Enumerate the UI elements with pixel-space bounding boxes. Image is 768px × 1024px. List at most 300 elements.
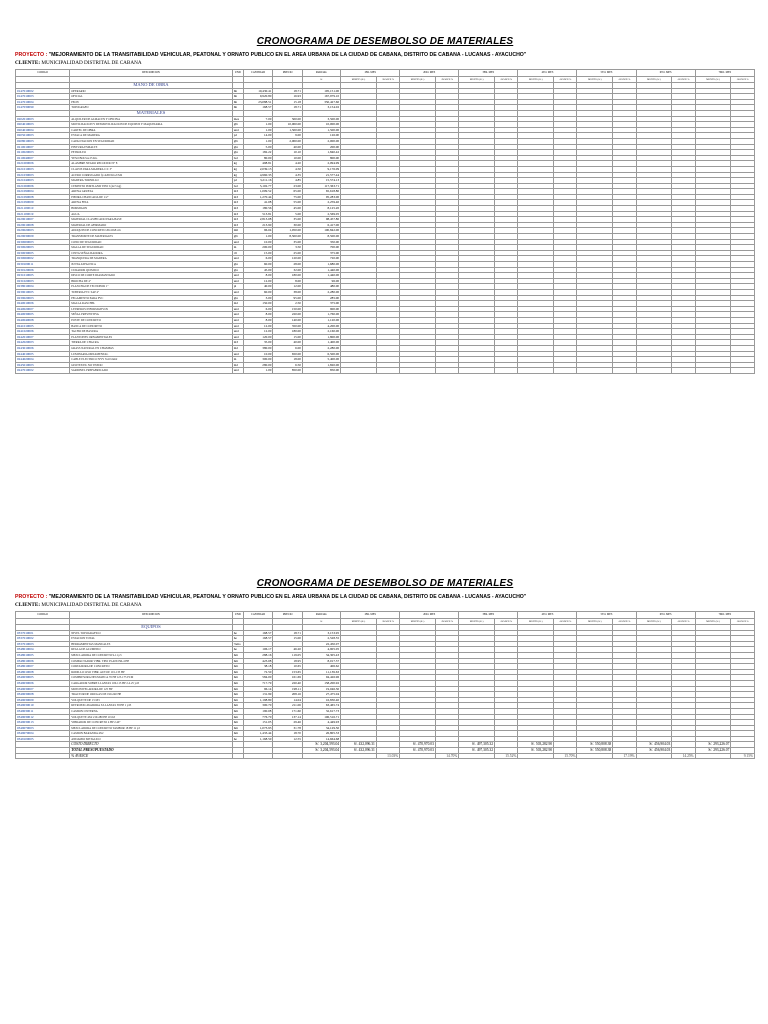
item-partial: 195,151.00 [302, 88, 340, 94]
item-description: OFICIAL [70, 94, 233, 100]
item-unit: bol [232, 183, 243, 189]
item-price: 18.00 [273, 357, 303, 363]
item-code: 0241010005 [16, 323, 70, 329]
item-quantity: 2,813.08 [243, 217, 273, 223]
item-code: 0240030005 [16, 312, 70, 318]
item-code: 0231020003 [16, 278, 70, 284]
item-price: 500.00 [273, 116, 303, 122]
item-price: 25.00 [273, 250, 303, 256]
item-description: MADERA TORNILLO [70, 178, 233, 184]
item-partial: 9,176.09 [302, 166, 340, 172]
item-code: 0243010006 [16, 345, 70, 351]
item-price: 46.20 [273, 647, 303, 653]
item-code: 0221090004 [16, 189, 70, 195]
item-price: 32.00 [273, 267, 303, 273]
item-price: 8,500.00 [273, 234, 303, 240]
item-unit: p2 [232, 178, 243, 184]
item-unit: und [232, 256, 243, 262]
item-description: ARENA FINA [70, 200, 233, 206]
item-unit: und [232, 306, 243, 312]
header-month: 1ER. MES [341, 70, 400, 77]
month-total-amount: S/. 503,282.90 [518, 742, 554, 748]
item-quantity: 213.90 [243, 222, 273, 228]
item-price: 16.93 [273, 94, 303, 100]
item-description: MATERIAL CLASIFICADO PARA BASE [70, 217, 233, 223]
item-description: DISCO DE CORTE DIAMANTADO [70, 273, 233, 279]
item-code: 0221100019 [16, 211, 70, 217]
item-quantity: 584.00 [243, 675, 273, 681]
header-codigo: CODIGO [16, 612, 70, 619]
header-parcial: PARCIAL [302, 70, 340, 77]
item-partial: 850.00 [302, 368, 340, 374]
item-quantity: 300.70 [243, 703, 273, 709]
month-total-amount: S/. 497,305.32 [459, 742, 495, 748]
header-avance: AVANCE % [672, 77, 695, 83]
item-code: 0348010008 [16, 669, 70, 675]
item-code: 0242010007 [16, 334, 70, 340]
item-unit: hm [232, 720, 243, 726]
header-month: 5TO. MES [577, 70, 636, 77]
item-quantity: 190.08 [243, 708, 273, 714]
item-code: 0348010005 [16, 652, 70, 658]
blank [636, 753, 672, 759]
item-unit: und [232, 312, 243, 318]
item-price: 650.00 [273, 351, 303, 357]
month-total-amount: S/. 456,904.03 [636, 742, 672, 748]
item-quantity: 131.99 [243, 692, 273, 698]
item-partial: 406.62 [302, 664, 340, 670]
item-unit: kg [232, 172, 243, 178]
item-price: 3.50 [273, 245, 303, 251]
item-quantity: 168.57 [243, 105, 273, 111]
item-unit: %mo [232, 641, 243, 647]
blank [273, 753, 303, 759]
item-unit: m3 [232, 340, 243, 346]
item-partial: 1,680.00 [302, 262, 340, 268]
item-unit: und [232, 273, 243, 279]
item-partial: 10,000.00 [302, 122, 340, 128]
item-price: 180.00 [273, 273, 303, 279]
item-description: TOPOGRAFO [70, 105, 233, 111]
item-unit: hm [232, 686, 243, 692]
item-code: 0348010006 [16, 658, 70, 664]
item-code: 0202010003 [16, 116, 70, 122]
item-price: 4.85 [273, 178, 303, 184]
item-code: 0205010003 [16, 133, 70, 139]
item-code: 0349030006 [16, 680, 70, 686]
item-quantity: 280.00 [243, 362, 273, 368]
project-name: "MEJORAMIENTO DE LA TRANSITABILIDAD VEHICULAR, PEATONAL Y ORNATO PUBLICO EN EL AREA URBANA DE LA CIUDAD DE CABANA, DISTRITO DE CABANA - LUCANAS - AYACUCHO" [48, 52, 527, 58]
item-description: CONO DE SEGURIDAD [70, 239, 233, 245]
item-partial: 95,283.00 [302, 194, 340, 200]
item-partial: 375.00 [302, 250, 340, 256]
item-code: 0230060002 [16, 256, 70, 262]
month-total-amount: S/. 293,226.07 [695, 748, 731, 754]
item-quantity: 120.00 [243, 334, 273, 340]
item-quantity: 3.00 [243, 295, 273, 301]
item-code: 0230000003 [16, 239, 70, 245]
client-label: CLIENTE: [15, 60, 41, 66]
item-code: 0147030090 [16, 105, 70, 111]
item-price: 15.18 [273, 99, 303, 105]
item-unit: hm [232, 714, 243, 720]
section-label: MATERIALES [70, 110, 233, 116]
item-partial: 19,046.30 [302, 686, 340, 692]
item-partial: 350,427.60 [302, 99, 340, 105]
item-description: VOLQUETE 4X2 210-280 HP 10 m3 [70, 714, 233, 720]
header-avance: AVANCE % [672, 619, 695, 625]
item-description: TIERRA DE CHACRA [70, 340, 233, 346]
item-description: LUMINARIA ORNAMENTAL [70, 351, 233, 357]
item-description: SARDINEL PREFABRICADO [70, 368, 233, 374]
header-codigo: CODIGO [16, 70, 70, 77]
item-price: 40.00 [273, 144, 303, 150]
item-unit: hh [232, 105, 243, 111]
item-unit: und [232, 289, 243, 295]
item-price: 120.00 [273, 256, 303, 262]
header-monto: MONTO (S/.) [636, 77, 672, 83]
item-code: 0229020003 [16, 228, 70, 234]
header-month: 7MO. MES [695, 70, 754, 77]
item-partial: 2,280.00 [302, 289, 340, 295]
item-quantity: 40.00 [243, 284, 273, 290]
item-unit: und [232, 323, 243, 329]
item-quantity: 4,960.33 [243, 172, 273, 178]
item-unit: he [232, 736, 243, 742]
header-month: 4TO. MES [518, 612, 577, 619]
item-unit: gln [232, 295, 243, 301]
item-partial: 1,840.42 [302, 150, 340, 156]
item-unit: m3 [232, 200, 243, 206]
header-avance: AVANCE % [376, 77, 399, 83]
item-quantity: 45.00 [243, 267, 273, 273]
blank [577, 753, 613, 759]
item-description: BANCA DE CONCRETO [70, 323, 233, 329]
client-line [15, 602, 755, 608]
item-unit: m3 [232, 222, 243, 228]
item-description: CAPACITACION EN SEGURIDAD [70, 138, 233, 144]
item-partial: 6,417.00 [302, 222, 340, 228]
item-description: BROCHA DE 4" [70, 278, 233, 284]
item-description: CEMENTO PORTLAND TIPO I (42.5 kg) [70, 183, 233, 189]
month-percent [672, 368, 695, 374]
month-percent [731, 368, 755, 374]
item-unit: pl [232, 284, 243, 290]
item-quantity: 35.00 [243, 340, 273, 346]
item-price: 23.00 [273, 183, 303, 189]
header-monto: MONTO (S/.) [518, 619, 554, 625]
item-price: 119.05 [273, 652, 303, 658]
item-unit: hm [232, 669, 243, 675]
item-description: PEON [70, 99, 233, 105]
item-quantity: 10,430.41 [243, 88, 273, 94]
item-quantity: 8.00 [243, 317, 273, 323]
item-unit: und [232, 329, 243, 335]
item-description: MOVILIZACION Y DESMOVILIZACION DE EQUIPOS Y MAQUINARIA [70, 122, 233, 128]
item-description: CARTEL DE OBRA [70, 127, 233, 133]
item-price: 10.10 [273, 150, 303, 156]
item-price: 9.00 [273, 133, 303, 139]
item-price: 10.65 [273, 664, 303, 670]
header-month: 6TO. MES [636, 612, 695, 619]
item-quantity: 2,039.13 [243, 166, 273, 172]
item-description: LETREROS INFORMATIVOS [70, 306, 233, 312]
item-unit: kg [232, 166, 243, 172]
month-total-amount: S/. 432,096.31 [341, 748, 377, 754]
item-price: 208.16 [273, 692, 303, 698]
item-unit: m [232, 245, 243, 251]
item-description: OPERARIO [70, 88, 233, 94]
item-unit: hm [232, 675, 243, 681]
item-unit: mil [232, 228, 243, 234]
item-description: CAMION BARANDA 4X2 [70, 731, 233, 737]
item-description: ALQUILER DE ALMACEN Y OFICINA [70, 116, 233, 122]
header-und: UND [232, 612, 243, 619]
item-description: JUNTA ASFALTICA [70, 262, 233, 268]
item-code: 0221000006 [16, 161, 70, 167]
month-total-amount: S/. 550,808.38 [577, 748, 613, 754]
item-unit: hm [232, 664, 243, 670]
item-code: 0210040007 [16, 155, 70, 161]
item-partial: 3,154.02 [302, 105, 340, 111]
item-price: 10,000.00 [273, 122, 303, 128]
month-amount [341, 368, 377, 374]
item-unit: m3 [232, 206, 243, 212]
item-code: 0204010003 [16, 122, 70, 128]
header-row [16, 70, 755, 77]
item-price: 18.71 [273, 88, 303, 94]
item-quantity: 96.14 [243, 686, 273, 692]
item-price: 30.00 [273, 222, 303, 228]
item-unit: hh [232, 94, 243, 100]
month-percent [554, 368, 577, 374]
item-partial: 6,500.00 [302, 351, 340, 357]
item-price: 38.00 [273, 289, 303, 295]
item-description: HORMIGON [70, 206, 233, 212]
item-price: 8.00 [273, 278, 303, 284]
item-partial: 900.00 [302, 306, 340, 312]
item-description: RODILLO LISO VIBR. AUTOP. 101-135 HP [70, 669, 233, 675]
header-precio: PRECIO [273, 612, 303, 619]
item-code: 0221040003 [16, 178, 70, 184]
item-code: 0221090008 [16, 194, 70, 200]
item-unit: m2 [232, 362, 243, 368]
section-label: EQUIPOS [70, 625, 233, 631]
item-unit: mes [232, 116, 243, 122]
blank [400, 753, 436, 759]
item-quantity: 80.00 [243, 155, 273, 161]
item-description: YESO BOLSA 25 KG [70, 155, 233, 161]
item-description: CLAVOS PARA MADERA C/C 3" [70, 166, 233, 172]
item-description: GRASS NATURAL EN CHAMPAS [70, 345, 233, 351]
item-description: PLANTONES ORNAMENTALES [70, 334, 233, 340]
item-partial: 100,842.00 [302, 228, 340, 234]
item-code: 0229010008 [16, 222, 70, 228]
item-quantity: 168.57 [243, 630, 273, 636]
blank [459, 753, 495, 759]
item-unit: gln [232, 150, 243, 156]
project-line [15, 52, 755, 58]
item-description: MALLA DE SEGURIDAD [70, 245, 233, 251]
item-unit: kg [232, 161, 243, 167]
header-cantidad: CANTIDAD [243, 70, 273, 77]
item-quantity: 6.00 [243, 256, 273, 262]
item-description: ADOQUIN DE CONCRETO 20x10x8 cm [70, 228, 233, 234]
item-code: 0147010002 [16, 88, 70, 94]
item-quantity: 60.00 [243, 289, 273, 295]
item-price: 211.06 [273, 703, 303, 709]
item-partial: 720.00 [302, 256, 340, 262]
item-price: 31.78 [273, 725, 303, 731]
item-price: 15.00 [273, 334, 303, 340]
project-line [15, 594, 755, 600]
item-price: 35.00 [273, 217, 303, 223]
blank [232, 753, 243, 759]
item-code: 0349070004 [16, 731, 70, 737]
item-description: CORTADORA DE CONCRETO [70, 664, 233, 670]
item-price: 140.00 [273, 317, 303, 323]
item-price: 171.60 [273, 708, 303, 714]
header-monto: MONTO (S/.) [400, 619, 436, 625]
item-partial: 27,475.04 [302, 692, 340, 698]
item-quantity: 1.00 [243, 234, 273, 240]
item-quantity: 1,198.80 [243, 697, 273, 703]
item-unit: hm [232, 680, 243, 686]
item-unit: und [232, 278, 243, 284]
month-total-amount: S/. 470,970.03 [400, 748, 436, 754]
item-unit: m3 [232, 194, 243, 200]
item-quantity: 1,168.50 [243, 736, 273, 742]
item-quantity: 72.50 [243, 669, 273, 675]
sheet-title: CRONOGRAMA DE DESEMBOLSO DE MATERIALES [256, 36, 514, 47]
avance-row [16, 753, 755, 759]
item-description: ANDAMIO METALICO [70, 736, 233, 742]
item-quantity: 8.00 [243, 273, 273, 279]
month-amount [400, 368, 436, 374]
item-code: 0229010007 [16, 217, 70, 223]
item-code: 0348010004 [16, 647, 70, 653]
item-code: 0244010005 [16, 351, 70, 357]
item-description: MATERIAL DE AFIRMADO [70, 222, 233, 228]
header-avance: AVANCE % [495, 77, 518, 83]
header-month: 3ER. MES [459, 612, 518, 619]
item-partial: 2,280.00 [302, 345, 340, 351]
item-description: PLANCHA DE TECNOPOR 1" [70, 284, 233, 290]
item-code: 0349030008 [16, 692, 70, 698]
section-label: MANO DE OBRA [70, 83, 233, 89]
item-description: PIEDRA CHANCADA DE 1/2" [70, 194, 233, 200]
header-monto: MONTO (S/.) [518, 77, 554, 83]
item-quantity: 513.81 [243, 211, 273, 217]
item-code: 0221060006 [16, 183, 70, 189]
item-price: 153.65 [273, 669, 303, 675]
item-partial: 21,577.44 [302, 172, 340, 178]
schedule-table [15, 69, 755, 374]
item-partial: 375.00 [302, 301, 340, 307]
item-price: 12.55 [273, 736, 303, 742]
item-partial: 16,830.40 [302, 697, 340, 703]
month-avance-percent: 13.03% [376, 753, 399, 759]
month-total-amount: S/. 550,808.38 [577, 742, 613, 748]
item-price: 2.50 [273, 301, 303, 307]
header-month: 2DO. MES [400, 70, 459, 77]
item-description: COMPRESORA NEUMATICA 76 HP 125-175 PCM [70, 675, 233, 681]
item-partial: 126.00 [302, 133, 340, 139]
item-code: 0221010003 [16, 166, 70, 172]
item-partial: 65,618.80 [302, 189, 340, 195]
item-quantity: 288.16 [243, 652, 273, 658]
month-percent [435, 368, 458, 374]
item-description: TACHO DE BASURA [70, 329, 233, 335]
item-description: TRANQUERA DE MADERA [70, 256, 233, 262]
blank [341, 753, 377, 759]
item-price: 220.00 [273, 312, 303, 318]
item-quantity: 1.00 [243, 127, 273, 133]
item-price: 5.00 [273, 211, 303, 217]
item-partial: 4,200.00 [302, 323, 340, 329]
item-unit: und [232, 334, 243, 340]
header-month: 7MO. MES [695, 612, 754, 619]
item-unit: m3 [232, 211, 243, 217]
item-code: 0349030012 [16, 714, 70, 720]
item-unit: bol [232, 155, 243, 161]
item-quantity: 180.56 [243, 206, 273, 212]
header-parcial: PARCIAL [302, 612, 340, 619]
item-code: 0238010004 [16, 284, 70, 290]
avance-label: % AVANCE [70, 753, 233, 759]
month-percent [376, 368, 399, 374]
item-code: 0244020004 [16, 357, 70, 363]
month-amount [518, 368, 554, 374]
costo-directo-label: COSTO DIRECTO [70, 742, 233, 748]
item-description: HERRAMIENTAS MANUALES [70, 641, 233, 647]
client-label: CLIENTE: [15, 602, 41, 608]
sheet-title: CRONOGRAMA DE DESEMBOLSO DE MATERIALES [256, 578, 514, 589]
item-code: 0221030003 [16, 172, 70, 178]
item-partial: 1,440.00 [302, 273, 340, 279]
item-code: 0349030007 [16, 686, 70, 692]
item-description: PINTURA ESMALTE [70, 144, 233, 150]
item-price: 18.95 [273, 658, 303, 664]
item-partial: 8,500.00 [302, 234, 340, 240]
header-descripcion: DESCRIPCION [70, 70, 233, 77]
item-partial: 200.00 [302, 144, 340, 150]
header-descripcion: DESCRIPCION [70, 612, 233, 619]
item-partial: 5,400.00 [302, 357, 340, 363]
month-amount [636, 368, 672, 374]
item-quantity: 8.00 [243, 312, 273, 318]
item-price: 55.00 [273, 200, 303, 206]
item-description: CABLE ELECTRICO NYY 3x10 mm2 [70, 357, 233, 363]
item-unit: und [232, 127, 243, 133]
item-unit: hm [232, 697, 243, 703]
item-description: VOLQUETE DE 15 M3 [70, 697, 233, 703]
item-code: 0229030009 [16, 234, 70, 240]
item-code: 0221100010 [16, 206, 70, 212]
project-label: PROYECTO : [15, 52, 48, 58]
item-code: 0349030005 [16, 675, 70, 681]
item-quantity: 423.08 [243, 658, 273, 664]
header-monto: MONTO (S/.) [459, 619, 495, 625]
item-description: ESTACA DE MADERA [70, 133, 233, 139]
item-description: TUBERIA PVC SAP 4" [70, 289, 233, 295]
item-quantity: 717.79 [243, 680, 273, 686]
item-quantity: 6.00 [243, 306, 273, 312]
header-monto: MONTO (S/.) [577, 619, 613, 625]
item-code: 0241020006 [16, 329, 70, 335]
item-description: PEGAMENTO PARA PVC [70, 295, 233, 301]
item-partial: 106,516.71 [302, 714, 340, 720]
